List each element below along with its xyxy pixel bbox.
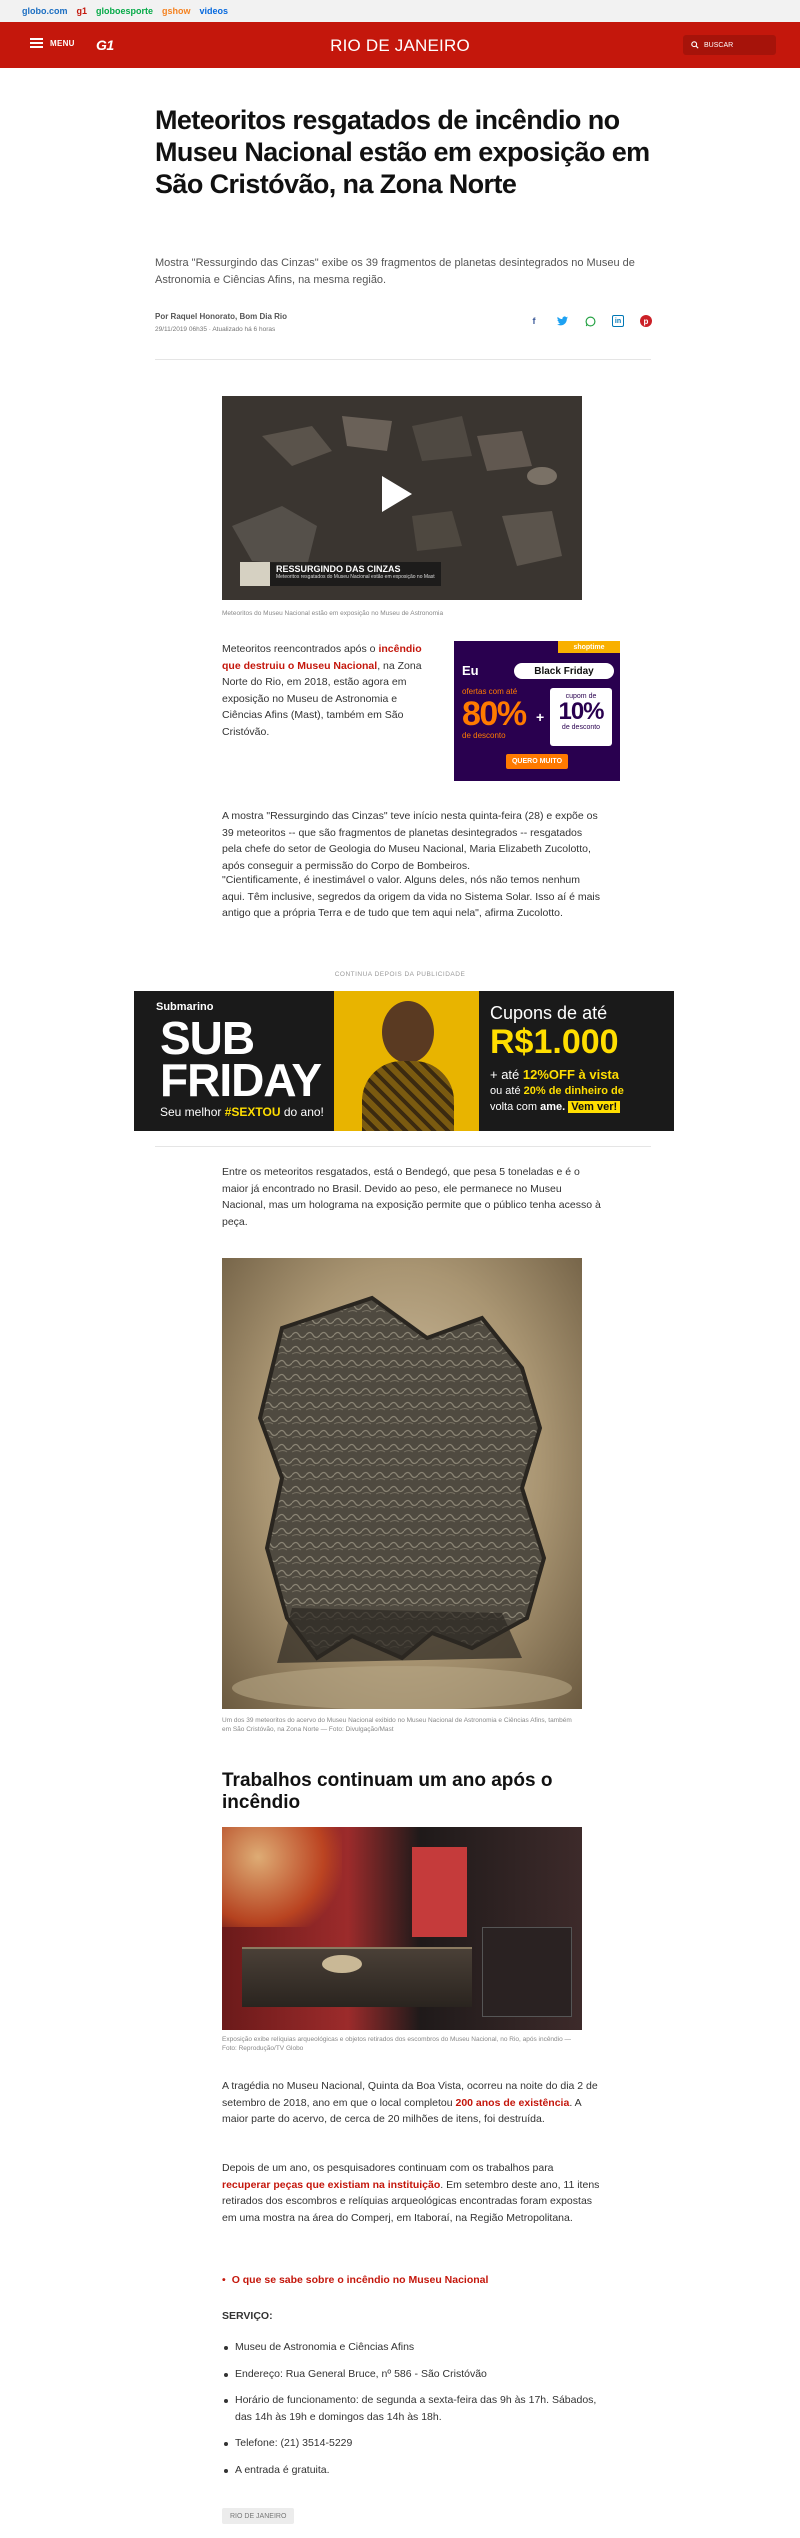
link-200-anos[interactable]: 200 anos de existência [455,2096,570,2109]
topbar-link-globo[interactable]: globo.com [22,6,68,16]
banner-cta[interactable]: Vem ver! [568,1101,620,1113]
search-input[interactable] [683,35,776,55]
banner-line2: ou até 20% de dinheiro de [490,1085,624,1097]
article-title: Meteoritos resgatados de incêndio no Museu Nacional estão em exposição em São Cristóvão, na Zona Norte [155,105,650,199]
banner-line1: + até 12%OFF à vista [490,1067,619,1082]
banner-sub: SUB [160,1012,255,1064]
linkedin-icon[interactable]: in [612,315,624,327]
paragraph-4: Entre os meteoritos resgatados, está o Bendegó, que pesa 5 toneladas e é o maior já encontrado no Brasil. Devido ao peso, ele permanece no Museu Nacional, mas um holograma na exposição permite que o público tenha acesso à peça. [222,1166,601,1228]
paragraph-6: Depois de um ano, os pesquisadores continuam com os trabalhos para recuperar peças que existiam na instituição. Em setembro deste ano, 11 itens retirados dos escombros e relíquias arqueológicas encontradas foram expostas em uma mostra na área do Comperj, em Itaboraí, na Região Metropolitana. [222,2162,600,2224]
dateline: 29/11/2019 06h35 · Atualizado há 6 horas [155,326,276,333]
related-link-item: • O que se sabe sobre o incêndio no Museu Nacional [222,2274,489,2286]
section-title[interactable]: RIO DE JANEIRO [330,36,470,55]
servico-label: SERVIÇO: [222,2310,273,2322]
search-placeholder: BUSCAR [704,41,734,49]
meteorite-photo[interactable] [222,1258,582,1709]
divider [155,359,651,360]
related-link[interactable]: O que se sabe sobre o incêndio no Museu Nacional [231,2274,489,2286]
ad-ofertas: ofertas com até [462,687,518,696]
banner-cupons: Cupons de até [490,1003,608,1023]
share-bar [528,315,652,327]
search-icon [691,41,699,49]
topic-tag[interactable]: RIO DE JANEIRO [222,2508,294,2524]
museum-exhibit-photo[interactable] [222,1827,582,2030]
site-header [0,22,800,68]
article-subtitle: Mostra "Ressurgindo das Cinzas" exibe os 39 fragmentos de planetas desintegrados no Museu de Astronomia e Ciências Afins, na mesma região. [155,257,635,286]
servico-list [222,2339,602,2488]
whatsapp-icon[interactable] [584,315,596,327]
meteorite-caption: Um dos 39 meteoritos do acervo do Museu Nacional exibido no Museu Nacional de Astronomia e Ciências Afins, também em São Cristóvão, na Zona Norte — Foto: Divulgação/Mast [222,1717,572,1733]
paragraph-3: "Cientificamente, é inestimável o valor. Alguns deles, nós não temos nenhum aqui. Têm inclusive, segredos da origem da vida no Sistema Solar. Isso aí é mais antigo que a própria Terra e de tudo que tem aqui nela", afirma Zucolotto. [222,874,600,919]
byline: Por Raquel Honorato, Bom Dia Rio [155,312,288,321]
video-overlay-title: RESSURGINDO DAS CINZAS [276,564,401,574]
banner-friday: FRIDAY [160,1054,321,1106]
video-overlay-sub: Meteoritos resgatados do Museu Nacional estão em exposição no Mast [276,574,435,580]
banner-model-image [334,991,479,1131]
menu-label: MENU [50,38,75,48]
video-channel-badge [240,562,270,586]
paragraph-1: Meteoritos reencontrados após o incêndio que destruiu o Museu Nacional, na Zona Norte do Rio, em 2018, estão agora em exposição no Museu de Astronomia e Ciências Afins (Mast), também em São Cristóvão. [222,643,422,738]
topbar-link-gshow[interactable]: gshow [162,6,191,16]
ad-black-friday: Black Friday [514,663,614,679]
museum-caption: Exposição exibe relíquias arqueológicas e objetos retirados dos escombros do Museu Nacional, no Rio, após incêndio — Foto: Reprodução/TV Globo [222,2036,572,2052]
topbar-link-g1[interactable]: g1 [76,6,88,16]
link-incendio[interactable]: incêndio que destruiu o Museu Nacional [222,643,422,672]
ad-label: CONTINUA DEPOIS DA PUBLICIDADE [334,971,466,978]
ad-eu: Eu [462,663,479,678]
section-subheading: Trabalhos continuam um ano após o incêndio [222,1770,553,1813]
shoptime-ad[interactable] [454,641,620,781]
list-item: Telefone: (21) 3514-5229 [222,2435,602,2452]
facebook-icon[interactable]: f [532,316,536,326]
meteorite-image [222,1258,582,1709]
ad-cupom: cupom de 10% de desconto [550,688,612,746]
globo-topbar [0,0,800,22]
pinterest-icon[interactable]: p [640,315,652,327]
topbar-link-globoesporte[interactable]: globoesporte [96,6,154,16]
paragraph-5: A tragédia no Museu Nacional, Quinta da Boa Vista, ocorreu na noite do dia 2 de setembro de 2018, ano em que o local completou 200 anos de existência. A maior parte do acervo, de cerca de 20 milhões de itens, foi destruída. [222,2080,598,2125]
list-item: Horário de funcionamento: de segunda a sexta-feira das 9h às 17h. Sábados, das 14h às 19h e domingos das 14h às 18h. [222,2392,602,2425]
list-item: A entrada é gratuita. [222,2462,602,2479]
video-caption: Meteoritos do Museu Nacional estão em exposição no Museu de Astronomia [222,610,444,617]
banner-brand: Submarino [156,1001,214,1013]
paragraph-2: A mostra "Ressurgindo das Cinzas" teve início nesta quinta-feira (28) e expõe os 39 meteoritos -- que são fragmentos de planetas desintegrados -- resgatados pela chefe do setor de Geologia do Museu Nacional, Maria Elizabeth Zucolotto, após conseguir a permissão do Corpo de Bombeiros. [222,810,598,872]
twitter-icon[interactable] [556,315,568,327]
play-icon[interactable] [382,476,412,512]
banner-price: R$1.000 [490,1023,619,1061]
ad-desconto: de desconto [462,731,506,740]
list-item: Endereço: Rua General Bruce, nº 586 - São Cristóvão [222,2366,602,2383]
list-item: Museu de Astronomia e Ciências Afins [222,2339,602,2356]
banner-tagline: Seu melhor #SEXTOU do ano! [160,1105,324,1119]
ad-pct: 80% [462,695,526,733]
banner-line3: volta com ame. Vem ver! [490,1101,620,1113]
ad-brand: shoptime [558,641,620,653]
g1-logo[interactable]: G1 [96,37,114,53]
ad-cta-button[interactable]: QUERO MUITO [506,754,568,769]
submarino-ad[interactable] [134,991,674,1131]
video-overlay [240,562,441,586]
link-recuperar-pecas[interactable]: recuperar peças que existiam na instituição [222,2178,441,2191]
topbar-link-videos[interactable]: videos [199,6,229,16]
video-player[interactable] [222,396,582,600]
ad-plus: + [536,709,545,725]
divider [155,1146,651,1147]
